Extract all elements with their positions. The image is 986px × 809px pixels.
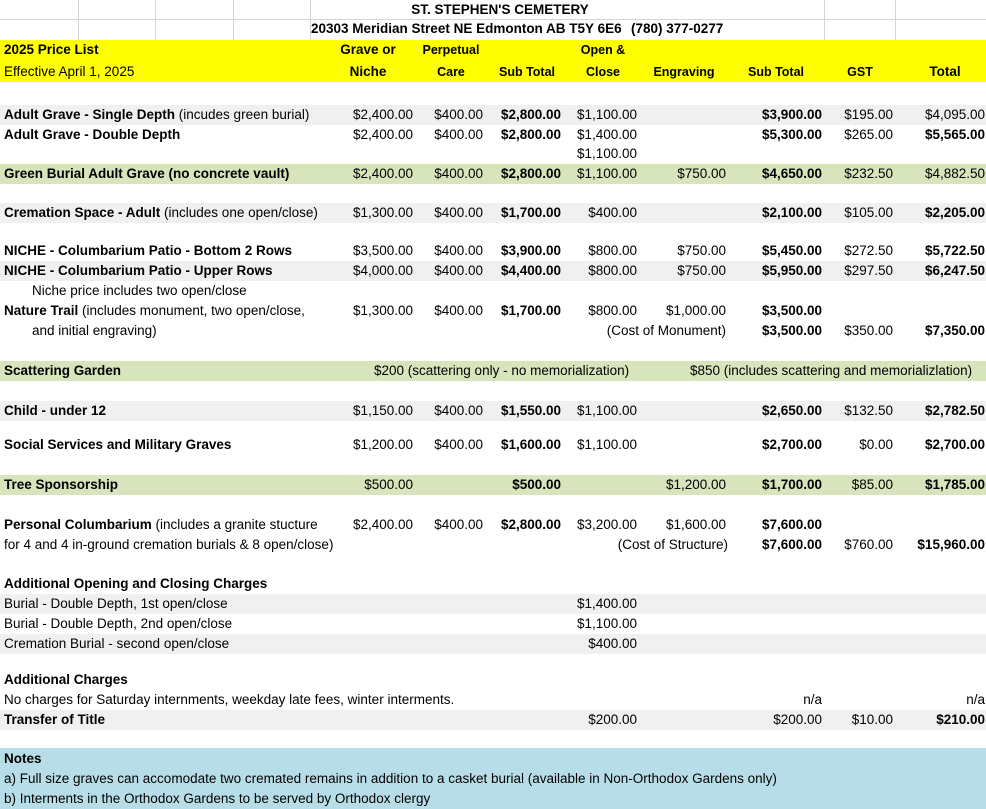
cell-subtotal-2: $1,700.00 <box>761 477 822 492</box>
cell-engraving: $1,200.00 <box>665 477 726 492</box>
cell-engraving: $1,000.00 <box>665 303 726 318</box>
niche-note: Niche price includes two open/close <box>32 283 247 298</box>
row-label-personal-columbarium-line2: for 4 and 4 in-ground cremation burials & 8 open/close) <box>4 537 334 552</box>
cell-grave: $2,400.00 <box>352 107 413 122</box>
oc-item-label: Cremation Burial - second open/close <box>4 636 230 651</box>
row-label-niche-bottom: NICHE - Columbarium Patio - Bottom 2 Rows <box>4 243 293 258</box>
cell-open-close: $800.00 <box>588 263 637 278</box>
row-label-adult-double: Adult Grave - Double Depth <box>4 127 181 142</box>
no-charges-note: No charges for Saturday internments, weekday late fees, winter interments. <box>4 692 455 707</box>
cell-gst: $760.00 <box>844 537 893 552</box>
cell-subtotal-1: $4,400.00 <box>500 263 561 278</box>
cell-open-close: $200.00 <box>588 712 637 727</box>
cell-grave: $2,400.00 <box>352 127 413 142</box>
cemetery-phone: (780) 377-0277 <box>631 21 724 36</box>
cell-subtotal-2: $4,650.00 <box>761 166 822 181</box>
cell-gst: $132.50 <box>844 403 893 418</box>
cell-open-close: $800.00 <box>588 243 637 258</box>
row-label-transfer-title: Transfer of Title <box>4 712 106 727</box>
row-label-scattering: Scattering Garden <box>4 363 122 378</box>
note-b: b) Interments in the Orthodox Gardens to be served by Orthodox clergy <box>4 791 431 806</box>
cell-total-na: n/a <box>966 692 985 707</box>
cell-subtotal-2: $5,300.00 <box>761 127 822 142</box>
price-list-title: 2025 Price List <box>4 42 99 57</box>
cell-open-close: $1,100.00 <box>576 403 637 418</box>
cell-subtotal-2: $2,100.00 <box>761 205 822 220</box>
cell-total: $5,722.50 <box>924 243 985 258</box>
note-a: a) Full size graves can accomodate two cremated remains in addition to a casket burial (available in Non-Orthodox Gardens only) <box>4 771 777 786</box>
cell-gst: $105.00 <box>844 205 893 220</box>
cell-gst: $265.00 <box>844 127 893 142</box>
row-label-personal-columbarium: Personal Columbarium (includes a granite stucture <box>4 517 318 532</box>
cell-care: $400.00 <box>434 243 483 258</box>
row-label-cremation-space: Cremation Space - Adult (includes one open/close) <box>4 205 318 220</box>
cell-subtotal-2: $3,900.00 <box>761 107 822 122</box>
cell-grave: $2,400.00 <box>352 166 413 181</box>
scattering-left-note: $200 (scattering only - no memorialization) <box>374 363 630 378</box>
cell-care: $400.00 <box>434 166 483 181</box>
cell-total: $5,565.00 <box>924 127 985 142</box>
cell-care: $400.00 <box>434 303 483 318</box>
cell-subtotal-2-line2: $7,600.00 <box>761 537 822 552</box>
cell-care: $400.00 <box>434 403 483 418</box>
cell-engraving-note: (Cost of Structure) <box>617 537 728 552</box>
col-header-gst: GST <box>847 65 873 79</box>
cell-care: $400.00 <box>434 127 483 142</box>
cell-engraving: $750.00 <box>677 263 726 278</box>
cell-total: $6,247.50 <box>924 263 985 278</box>
cell-open-close: $1,400.00 <box>576 127 637 142</box>
cell-total: $210.00 <box>936 712 985 727</box>
cell-subtotal-1: $1,600.00 <box>500 437 561 452</box>
cell-subtotal-1: $1,700.00 <box>500 205 561 220</box>
cell-grave: $1,200.00 <box>352 437 413 452</box>
col-header-open-and: Open & <box>580 43 626 57</box>
cell-subtotal-1: $2,800.00 <box>500 166 561 181</box>
cell-total: $7,350.00 <box>924 323 985 338</box>
row-label-social-services: Social Services and Military Graves <box>4 437 232 452</box>
cell-total: $4,882.50 <box>924 166 985 181</box>
cell-grave: $1,300.00 <box>352 303 413 318</box>
row-label-child: Child - under 12 <box>4 403 107 418</box>
cell-subtotal-2-na: n/a <box>803 692 822 707</box>
cell-care: $400.00 <box>434 205 483 220</box>
cell-total: $1,785.00 <box>924 477 985 492</box>
cell-subtotal-1: $2,800.00 <box>500 127 561 142</box>
cell-total: $2,700.00 <box>924 437 985 452</box>
effective-date: Effective April 1, 2025 <box>4 64 135 79</box>
oc-item-label: Burial - Double Depth, 1st open/close <box>4 596 228 611</box>
cell-care: $400.00 <box>434 437 483 452</box>
col-header-close: Close <box>585 65 621 79</box>
oc-item-value: $400.00 <box>588 636 637 651</box>
cell-subtotal-2: $5,450.00 <box>761 243 822 258</box>
cell-gst: $0.00 <box>859 437 893 452</box>
row-label-niche-upper: NICHE - Columbarium Patio - Upper Rows <box>4 263 273 278</box>
cell-subtotal-2: $2,700.00 <box>761 437 822 452</box>
cell-engraving: $750.00 <box>677 166 726 181</box>
cell-open-close: $400.00 <box>588 205 637 220</box>
col-header-total: Total <box>929 64 961 79</box>
cell-open-close-extra: $1,100.00 <box>576 146 637 161</box>
cell-grave: $1,300.00 <box>352 205 413 220</box>
col-header-perpetual: Perpetual <box>422 43 480 57</box>
oc-item-value: $1,400.00 <box>576 596 637 611</box>
cell-grave: $3,500.00 <box>352 243 413 258</box>
cell-subtotal-2: $3,500.00 <box>761 303 822 318</box>
cell-grave: $500.00 <box>364 477 413 492</box>
cell-gst: $195.00 <box>844 107 893 122</box>
cell-open-close: $1,100.00 <box>576 107 637 122</box>
cell-engraving-note: (Cost of Monument) <box>606 323 726 338</box>
cell-grave: $4,000.00 <box>352 263 413 278</box>
cell-open-close: $3,200.00 <box>576 517 637 532</box>
cell-subtotal-2: $200.00 <box>773 712 822 727</box>
cell-care: $400.00 <box>434 517 483 532</box>
cell-open-close: $800.00 <box>588 303 637 318</box>
row-label-nature-trail: Nature Trail (includes monument, two open/close, <box>4 303 305 318</box>
cemetery-name: ST. STEPHEN'S CEMETERY <box>411 2 589 17</box>
row-label-adult-single: Adult Grave - Single Depth (incudes green burial) <box>4 107 310 122</box>
scattering-right-note: $850 (includes scattering and memorializlation) <box>690 363 973 378</box>
col-header-subtotal-2: Sub Total <box>747 65 804 79</box>
col-header-care: Care <box>437 65 465 79</box>
cell-care: $400.00 <box>434 107 483 122</box>
col-header-grave-or: Grave or <box>340 42 396 57</box>
row-label-tree: Tree Sponsorship <box>4 477 119 492</box>
cell-subtotal-2: $7,600.00 <box>761 517 822 532</box>
cell-gst: $350.00 <box>844 323 893 338</box>
cell-total: $2,205.00 <box>924 205 985 220</box>
additional-charges-title: Additional Charges <box>4 672 128 687</box>
oc-item-label: Burial - Double Depth, 2nd open/close <box>4 616 233 631</box>
row-label-green-burial: Green Burial Adult Grave (no concrete vault) <box>4 166 290 181</box>
cemetery-address: 20303 Meridian Street NE Edmonton AB T5Y 6E6 <box>311 21 622 36</box>
cell-gst: $272.50 <box>844 243 893 258</box>
cell-total: $2,782.50 <box>924 403 985 418</box>
cell-subtotal-1: $1,550.00 <box>500 403 561 418</box>
col-header-niche: Niche <box>349 64 387 79</box>
cell-gst: $232.50 <box>844 166 893 181</box>
cell-subtotal-1: $2,800.00 <box>500 107 561 122</box>
cell-subtotal-1: $3,900.00 <box>500 243 561 258</box>
cell-grave: $2,400.00 <box>352 517 413 532</box>
col-header-engraving: Engraving <box>653 65 715 79</box>
oc-item-value: $1,100.00 <box>576 616 637 631</box>
cell-subtotal-1: $2,800.00 <box>500 517 561 532</box>
cell-gst: $10.00 <box>851 712 893 727</box>
cell-engraving: $1,600.00 <box>665 517 726 532</box>
cell-open-close: $1,100.00 <box>576 166 637 181</box>
cell-gst: $297.50 <box>844 263 893 278</box>
col-header-subtotal-1: Sub Total <box>498 65 555 79</box>
row-label-nature-trail-line2: and initial engraving) <box>32 323 157 338</box>
notes-title: Notes <box>4 751 42 766</box>
cell-subtotal-2: $5,950.00 <box>761 263 822 278</box>
cell-total: $4,095.00 <box>924 107 985 122</box>
cell-total: $15,960.00 <box>917 537 985 552</box>
cell-subtotal-2: $2,650.00 <box>761 403 822 418</box>
cell-gst: $85.00 <box>851 477 893 492</box>
cell-grave: $1,150.00 <box>352 403 413 418</box>
cell-subtotal-2-line2: $3,500.00 <box>761 323 822 338</box>
cell-subtotal-1: $1,700.00 <box>500 303 561 318</box>
cell-open-close: $1,100.00 <box>576 437 637 452</box>
cell-subtotal-1: $500.00 <box>512 477 561 492</box>
cell-engraving: $750.00 <box>677 243 726 258</box>
additional-oc-title: Additional Opening and Closing Charges <box>4 576 268 591</box>
cell-care: $400.00 <box>434 263 483 278</box>
